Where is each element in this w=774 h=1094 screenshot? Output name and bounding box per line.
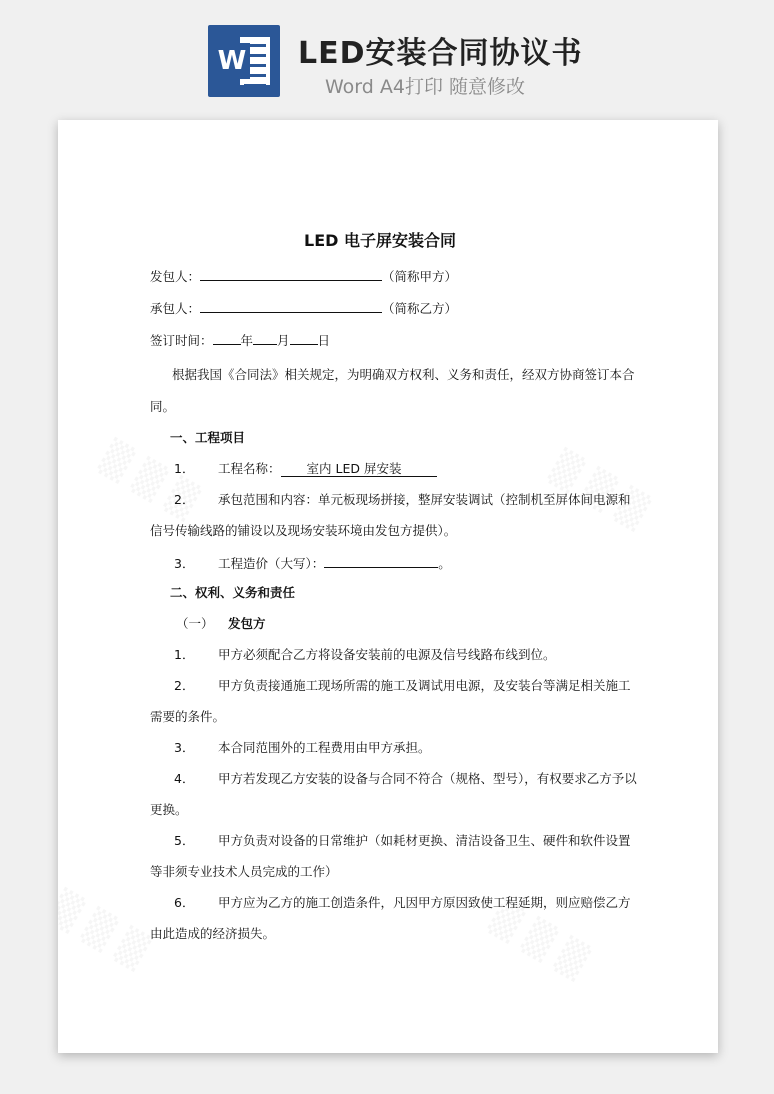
- section2-item-5-cont: 等非须专业技术人员完成的工作）: [150, 864, 338, 879]
- item-number: 6．: [174, 895, 195, 910]
- section2-item-6: [174, 895, 631, 911]
- item-text: 本合同范围外的工程费用由甲方承担。: [218, 740, 431, 755]
- employer-field: [150, 267, 457, 285]
- section2-item-4-cont: 更换。: [150, 802, 188, 817]
- sign-date-field: [150, 331, 330, 349]
- item-text: 甲方必须配合乙方将设备安装前的电源及信号线路布线到位。: [218, 647, 556, 662]
- section1-item-1: [174, 461, 437, 477]
- item-label: 工程造价（大写）：: [218, 556, 325, 571]
- section2-item-1: [174, 647, 556, 663]
- intro-line-1: 根据我国《合同法》相关规定，为明确双方权利、义务和责任，经双方协商签订本合: [172, 367, 635, 382]
- section1-item-2: [174, 492, 631, 508]
- document-sheet: [58, 120, 718, 1053]
- section2-item-2-cont: 需要的条件。: [150, 709, 226, 724]
- item-text: 承包范围和内容：单元板现场拼接，整屏安装调试（控制机至屏体间电源和: [218, 492, 631, 507]
- month-label: 月: [277, 333, 290, 348]
- contractor-suffix: （简称乙方）: [382, 301, 458, 316]
- year-label: 年: [240, 333, 254, 348]
- sign-label: 签订时间：: [150, 333, 213, 348]
- page-header: [0, 0, 774, 112]
- section2-item-3: [174, 740, 431, 756]
- item-text: 甲方应为乙方的施工创造条件，凡因甲方原因致使工程延期，则应赔偿乙方: [218, 895, 631, 910]
- section2-item-4: [174, 771, 637, 787]
- item-text: 甲方负责对设备的日常维护（如耗材更换、清洁设备卫生、硬件和软件设置: [218, 833, 631, 848]
- employer-label: 发包人：: [150, 269, 201, 284]
- price-blank: [324, 554, 438, 568]
- item-text: 甲方若发现乙方安装的设备与合同不符合（规格、型号），有权要求乙方予以: [218, 771, 637, 786]
- document-heading: LED 电子屏安装合同: [304, 231, 456, 250]
- contractor-label: 承包人：: [150, 301, 201, 316]
- project-name-value: 室内 LED 屏安装: [281, 461, 438, 477]
- month-blank: [253, 331, 277, 345]
- item-number: 1．: [174, 461, 195, 476]
- item-number: 4．: [174, 771, 195, 786]
- word-icon-letter: W: [214, 43, 250, 79]
- year-blank: [213, 331, 241, 345]
- sub-title: 发包方: [228, 616, 266, 631]
- section2-item-6-cont: 由此造成的经济损失。: [150, 926, 276, 941]
- item-number: 1．: [174, 647, 195, 662]
- sub-number: （一）: [176, 616, 214, 631]
- contractor-field: [150, 299, 457, 317]
- item-label: 工程名称：: [218, 461, 281, 476]
- section1-item-2-cont: 信号传输线路的铺设以及现场安装环境由发包方提供）。: [150, 523, 457, 538]
- doc-title: LED安装合同协议书: [298, 36, 583, 71]
- item-number: 3．: [174, 556, 195, 571]
- section1-title: 一、工程项目: [170, 430, 246, 445]
- document-content: [58, 120, 718, 1053]
- section2-subheading: [176, 616, 266, 632]
- employer-suffix: （简称甲方）: [382, 269, 458, 284]
- item-text: 甲方负责接通施工现场所需的施工及调试用电源，及安装台等满足相关施工: [218, 678, 631, 693]
- doc-subtitle: Word A4打印 随意修改: [325, 76, 526, 98]
- section2-title: 二、权利、义务和责任: [170, 585, 296, 600]
- word-icon: [208, 25, 280, 97]
- section2-item-5: [174, 833, 631, 849]
- day-label: 日: [317, 333, 331, 348]
- section1-item-3: [174, 554, 451, 572]
- item-suffix: 。: [438, 556, 451, 571]
- day-blank: [290, 331, 318, 345]
- item-number: 2．: [174, 492, 195, 507]
- item-number: 5．: [174, 833, 195, 848]
- item-number: 3．: [174, 740, 195, 755]
- section2-item-2: [174, 678, 631, 694]
- employer-blank: [200, 267, 382, 281]
- item-number: 2．: [174, 678, 195, 693]
- contractor-blank: [200, 299, 382, 313]
- intro-line-2: 同。: [150, 399, 176, 414]
